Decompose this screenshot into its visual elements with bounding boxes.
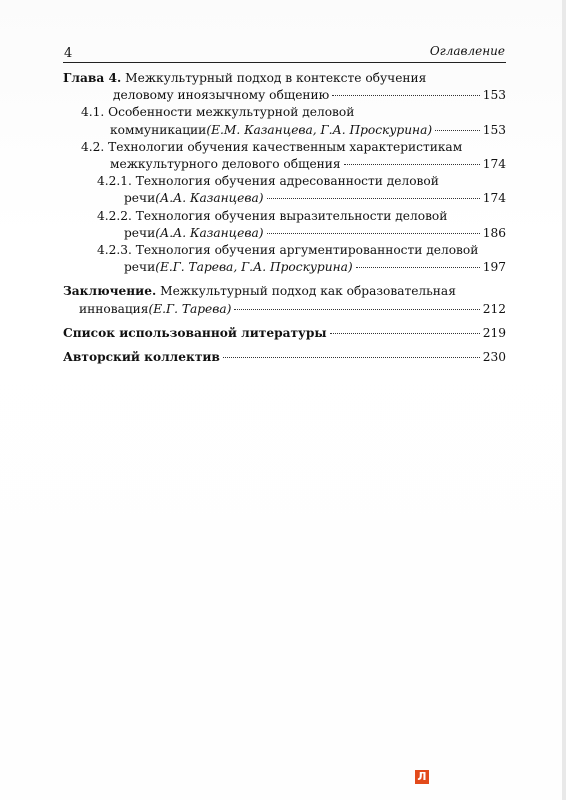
toc-entry-4-2-1[interactable] — [63, 173, 506, 207]
toc-entry-title-line2: коммуникации — [110, 122, 207, 137]
toc-entry-title-line1: Технология обучения аргументированности деловой — [131, 243, 479, 258]
toc-entry-title: Авторский коллектив — [63, 350, 220, 365]
toc-entry-4-1[interactable] — [63, 104, 506, 138]
toc-entry-authors: (А.А. Казанцева) — [155, 225, 264, 240]
toc-entry-title: Список использованной литературы — [63, 325, 327, 340]
toc-entry-number: 4.2. — [81, 139, 105, 154]
toc-entry-page: 186 — [482, 225, 506, 240]
labirint-logo-icon: Л — [415, 770, 429, 784]
leader-dots — [330, 333, 480, 334]
toc-entry-page: 174 — [482, 191, 506, 206]
toc-entry-title-line1: Технология обучения выразительности деловой — [131, 208, 448, 223]
leader-dots — [435, 130, 480, 131]
toc-entry-title-line2: речи — [124, 225, 156, 240]
toc-entry-references[interactable] — [63, 325, 506, 342]
page-number: 4 — [64, 46, 73, 61]
leader-dots — [344, 164, 480, 165]
leader-dots — [234, 309, 479, 310]
toc-entry-title-line1: Межкультурный подход как образовательная — [156, 284, 456, 299]
toc-entry-number: 4.2.1. — [97, 174, 132, 189]
toc-entry-page: 174 — [482, 157, 506, 172]
table-of-contents — [63, 70, 506, 366]
toc-entry-page: 153 — [482, 88, 506, 103]
toc-entry-authors-collective[interactable] — [63, 349, 506, 366]
toc-entry-page: 212 — [482, 301, 506, 316]
toc-entry-title-line2: речи — [124, 191, 156, 206]
header-rule — [63, 62, 506, 63]
toc-entry-page: 153 — [482, 122, 506, 137]
toc-entry-number: Заключение. — [63, 284, 157, 299]
toc-entry-4-2-3[interactable] — [63, 242, 506, 276]
toc-entry-authors: (А.А. Казанцева) — [155, 191, 264, 206]
toc-entry-authors: (Е.Г. Тарева) — [148, 301, 232, 316]
toc-entry-4-2[interactable] — [63, 139, 506, 173]
toc-entry-number: 4.2.3. — [97, 243, 132, 258]
toc-entry-conclusion[interactable] — [63, 283, 506, 317]
toc-entry-title-line2: межкультурного делового общения — [110, 157, 341, 172]
toc-entry-title-line2: инновация — [79, 301, 149, 316]
running-head: Оглавление — [429, 44, 505, 58]
toc-entry-title-line1: Межкультурный подход в контексте обучения — [121, 71, 427, 85]
toc-entry-title-line1: Особенности межкультурной деловой — [104, 105, 355, 120]
toc-entry-number: 4.1. — [81, 105, 105, 120]
leader-dots — [267, 198, 480, 199]
toc-entry-title-line2: речи — [124, 260, 156, 275]
toc-entry-authors: (Е.Г. Тарева, Г.А. Проскурина) — [155, 260, 353, 275]
page-edge-shadow — [562, 0, 566, 800]
leader-dots — [356, 267, 480, 268]
toc-entry-4-2-2[interactable] — [63, 208, 506, 242]
toc-entry-page: 230 — [482, 350, 506, 365]
toc-entry-chapter-4[interactable] — [63, 70, 506, 104]
toc-entry-number: Глава 4. — [63, 71, 122, 85]
leader-dots — [267, 233, 480, 234]
toc-entry-authors: (Е.М. Казанцева, Г.А. Проскурина) — [206, 122, 433, 137]
toc-entry-title-line1: Технология обучения адресованности деловой — [131, 174, 439, 189]
toc-entry-number: 4.2.2. — [97, 208, 132, 223]
toc-entry-page: 219 — [482, 325, 506, 340]
leader-dots — [332, 95, 479, 96]
toc-entry-page: 197 — [482, 260, 506, 275]
leader-dots — [223, 357, 480, 358]
toc-entry-title-line1: Технологии обучения качественным характеристикам — [104, 139, 463, 154]
toc-entry-title-line2: деловому иноязычному общению — [113, 88, 330, 103]
